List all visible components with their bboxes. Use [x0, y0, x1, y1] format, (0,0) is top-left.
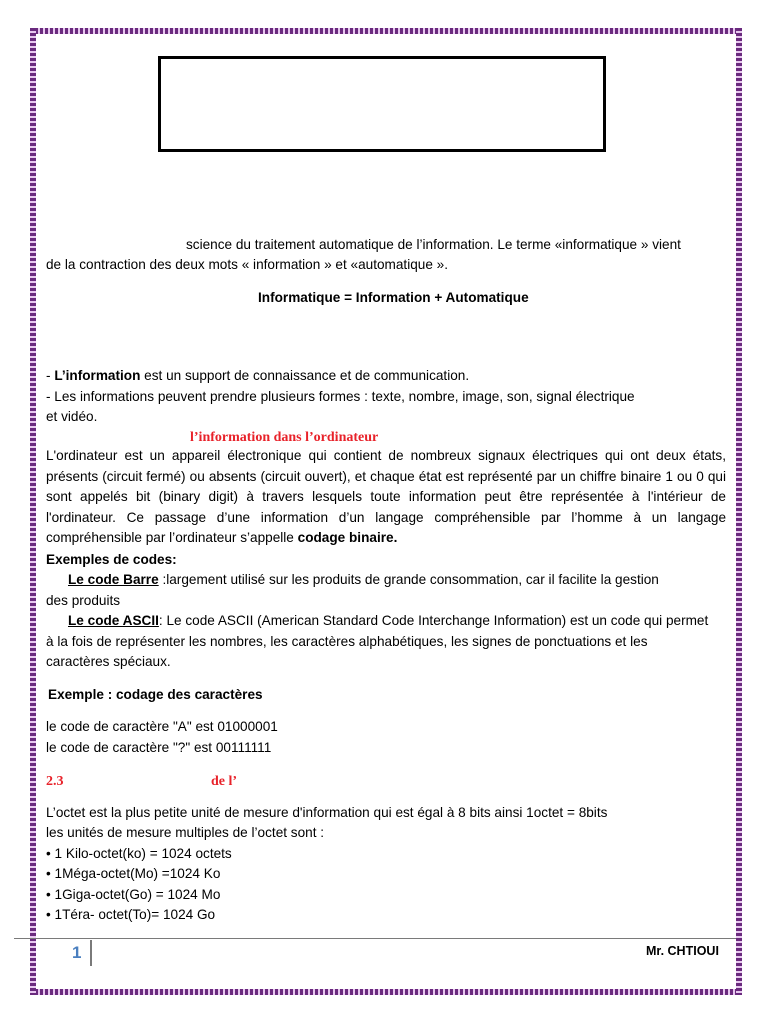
- codes-heading: Exemples de codes:: [46, 552, 177, 567]
- codage-binaire: codage binaire.: [297, 530, 398, 545]
- information-forms-line-1: - Les informations peuvent prendre plusieurs formes : texte, nombre, image, son, signal électrique: [46, 389, 635, 404]
- computer-paragraph: [46, 446, 726, 549]
- dash: -: [46, 368, 55, 383]
- octet-line-2: les unités de mesure multiples de l’octet sont :: [46, 825, 325, 840]
- formula: Informatique = Information + Automatique: [258, 290, 529, 305]
- code-barre-label: Le code Barre: [68, 572, 159, 587]
- list-item: • 1 Kilo-octet(ko) = 1024 octets: [46, 846, 232, 861]
- section-2-3-fragment: de l’: [211, 774, 238, 789]
- example-line-1: le code de caractère "A" est 01000001: [46, 719, 278, 734]
- example-heading: Exemple : codage des caractères: [48, 687, 263, 702]
- footer-divider: [14, 938, 736, 939]
- intro-line-1: science du traitement automatique de l’information. Le terme «informatique » vient: [186, 237, 681, 252]
- title-box: [158, 56, 606, 152]
- information-definition-text: est un support de connaissance et de communication.: [140, 368, 470, 383]
- section-2-3-number: 2.3: [46, 774, 64, 789]
- list-item: • 1Giga-octet(Go) = 1024 Mo: [46, 887, 221, 902]
- code-ascii-line-3: caractères spéciaux.: [46, 654, 171, 669]
- list-item: • 1Téra- octet(To)= 1024 Go: [46, 907, 216, 922]
- computer-paragraph-text: L'ordinateur est un appareil électronique qui contient de nombreux signaux électriques qui ont deux états, présents (circuit fermé) ou absents (circuit ouvert), et chaque état est représenté par un chiffre binaire 1 ou 0 qui sont appelés bit (binary digit) à travers lesquels toute information peut être représentée à l'intérieur de l'ordinateur. Ce passage d’une information d’un langage compréhensible par l’homme à un langage compréhensible par l’ordinateur s’appelle: [46, 448, 726, 545]
- page-border-left: [30, 28, 36, 995]
- page-border-right: [736, 28, 742, 995]
- example-line-2: le code de caractère "?" est 00111111: [46, 740, 272, 755]
- code-ascii-label: Le code ASCII: [68, 613, 159, 628]
- code-barre-text: :largement utilisé sur les produits de grande consommation, car il facilite la gestion: [158, 572, 659, 587]
- information-term: L’information: [54, 368, 141, 383]
- code-ascii-text: : Le code ASCII (American Standard Code Interchange Information) est un code qui permet: [158, 613, 709, 628]
- page-number-separator: [90, 940, 92, 966]
- page-border-top: [30, 28, 742, 34]
- code-barre-line: [68, 570, 659, 590]
- octet-line-1: L’octet est la plus petite unité de mesure d'information qui est égal à 8 bits ainsi 1octet = 8bits: [46, 805, 608, 820]
- code-ascii-line-2: à la fois de représenter les nombres, les caractères alphabétiques, les signes de ponctuations et les: [46, 634, 648, 649]
- list-item: • 1Méga-octet(Mo) =1024 Ko: [46, 866, 221, 881]
- information-forms-line-2: et vidéo.: [46, 409, 98, 424]
- page-border-bottom: [30, 989, 742, 995]
- code-ascii-line: [68, 611, 708, 631]
- intro-line-2: de la contraction des deux mots « information » et «automatique ».: [46, 257, 449, 272]
- code-barre-line-2: des produits: [46, 593, 121, 608]
- page-number: 1: [72, 943, 82, 962]
- author: Mr. CHTIOUI: [646, 944, 719, 958]
- section-heading: l’information dans l’ordinateur: [190, 430, 379, 445]
- information-definition: [46, 366, 469, 386]
